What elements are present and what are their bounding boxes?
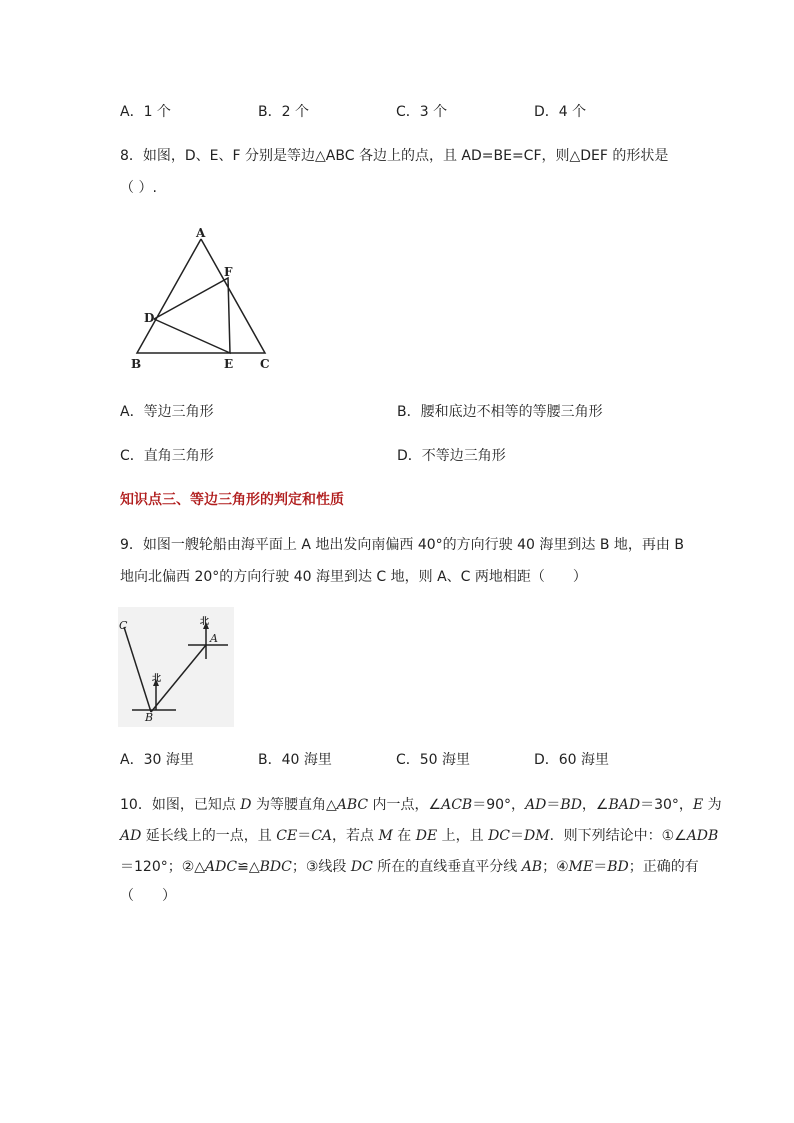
q9-option-c: C．50 海里 xyxy=(396,752,471,768)
label-a: A xyxy=(196,226,206,240)
label-f: F xyxy=(224,265,233,279)
q7-option-b: B．2 个 xyxy=(258,104,309,120)
q8-option-a: A．等边三角形 xyxy=(120,404,214,420)
triangle-def xyxy=(154,278,230,353)
q10-line-3: ＝120°；②△ADC≌△BDC；③线段 DC 所在的直线垂直平分线 AB；④ME＝BD；正确的有 xyxy=(120,859,699,875)
q7-option-c: C．3 个 xyxy=(396,104,448,120)
label-d: D xyxy=(144,311,155,325)
q8-option-d: D．不等边三角形 xyxy=(397,448,506,464)
q9-option-a: A．30 海里 xyxy=(120,752,194,768)
q8-option-b: B．腰和底边不相等的等腰三角形 xyxy=(397,404,603,420)
north-label-a: 北 xyxy=(200,617,210,627)
q8-paren: （ ）. xyxy=(120,180,157,196)
label-c: C xyxy=(119,619,128,632)
label-b: B xyxy=(145,711,154,724)
q8-option-c: C．直角三角形 xyxy=(120,448,214,464)
q10-line-2: AD 延长线上的一点，且 CE＝CA，若点 M 在 DE 上，且 DC＝DM．则下列结论中：①∠ADB xyxy=(120,828,719,844)
q8-stem: 8．如图，D、E、F 分别是等边△ABC 各边上的点，且 AD=BE=CF，则△DEF 的形状是 xyxy=(120,148,669,164)
q8-triangle-figure xyxy=(120,225,280,375)
triangle-abc xyxy=(137,239,265,353)
q7-option-d: D．4 个 xyxy=(534,104,587,120)
label-c: C xyxy=(260,357,270,371)
q9-line-1: 9．如图一艘轮船由海平面上 A 地出发向南偏西 40°的方向行驶 40 海里到达 B 地，再由 B xyxy=(120,537,684,553)
label-b: B xyxy=(131,357,142,371)
section-title: 知识点三、等边三角形的判定和性质 xyxy=(120,492,344,508)
q10-paren: （ ） xyxy=(120,888,176,904)
q10-line-1: 10．如图，已知点 D 为等腰直角△ABC 内一点，∠ACB＝90°，AD＝BD，∠BAD＝30°，E 为 xyxy=(120,797,722,813)
q7-option-a: A．1 个 xyxy=(120,104,171,120)
north-label-b: 北 xyxy=(152,674,162,684)
label-e: E xyxy=(224,357,234,371)
q9-line-2: 地向北偏西 20°的方向行驶 40 海里到达 C 地，则 A、C 两地相距（ ） xyxy=(120,569,587,585)
label-a: A xyxy=(210,632,218,645)
q9-navigation-figure xyxy=(118,607,234,727)
q9-option-d: D．60 海里 xyxy=(534,752,610,768)
q9-option-b: B．40 海里 xyxy=(258,752,332,768)
